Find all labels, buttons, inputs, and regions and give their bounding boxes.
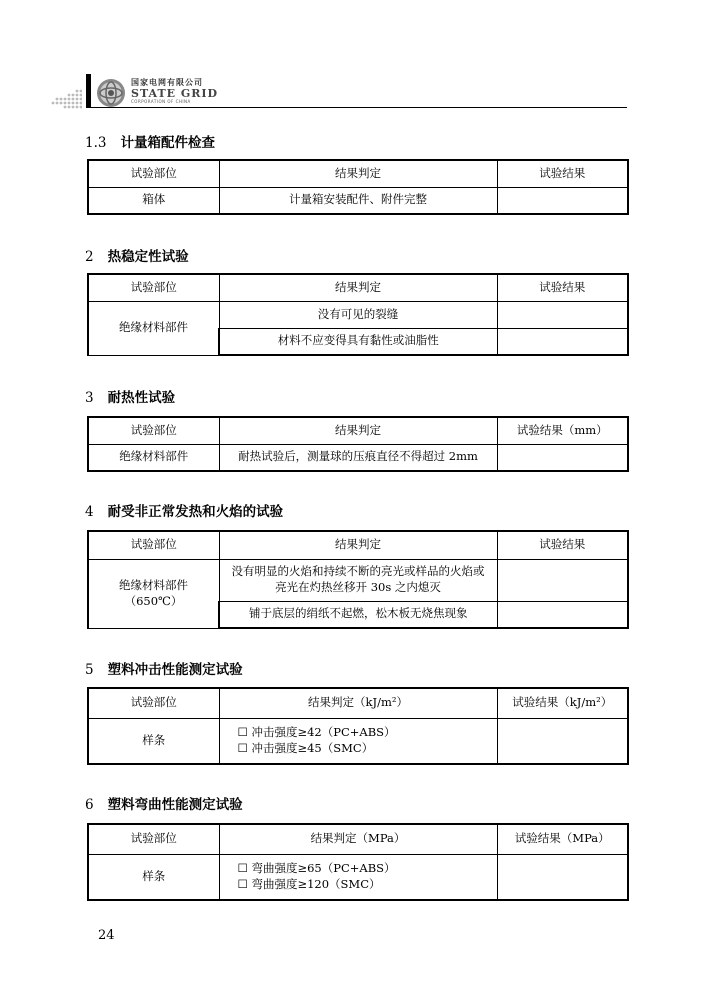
result-cell[interactable] <box>497 559 628 601</box>
part-cell: 绝缘材料部件 （650℃） <box>88 559 219 628</box>
section-title-5: 5 塑料冲击性能测定试验 <box>85 662 243 678</box>
header-part: 试验部位 <box>88 160 219 187</box>
page-header <box>50 74 627 110</box>
result-cell[interactable] <box>497 187 628 214</box>
header-criteria: 结果判定 <box>219 274 497 301</box>
criteria-options <box>219 854 497 900</box>
option-row[interactable]: ☐ 冲击强度≥45（SMC） <box>237 740 374 755</box>
header-result: 试验结果 <box>497 160 628 187</box>
criteria-cell: 没有明显的火焰和持续不断的亮光或样品的火焰或 亮光在灼热丝移开 30s 之内熄灭 <box>219 559 497 601</box>
table-1-3 <box>87 159 629 215</box>
header-bar <box>86 74 91 108</box>
header-result: 试验结果（mm） <box>497 417 628 444</box>
header-part: 试验部位 <box>88 824 219 854</box>
criteria-cell: 耐热试验后，测量球的压痕直径不得超过 2mm <box>219 444 497 471</box>
header-criteria: 结果判定 <box>219 417 497 444</box>
header-result: 试验结果 <box>497 274 628 301</box>
header-part: 试验部位 <box>88 531 219 559</box>
header-part: 试验部位 <box>88 417 219 444</box>
option-row[interactable]: ☐ 弯曲强度≥120（SMC） <box>237 876 381 891</box>
logo-english: STATE GRID <box>131 87 219 100</box>
header-result: 试验结果（MPa） <box>497 824 628 854</box>
table-3 <box>87 416 629 472</box>
header-part: 试验部位 <box>88 274 219 301</box>
part-cell: 箱体 <box>88 187 219 214</box>
header-result: 试验结果（kJ/m²） <box>497 688 628 718</box>
criteria-cell: 没有可见的裂缝 <box>219 301 497 328</box>
page-number: 24 <box>98 928 115 943</box>
criteria-cell: 材料不应变得具有黏性或油脂性 <box>219 328 497 355</box>
header-criteria: 结果判定 <box>219 160 497 187</box>
table-4 <box>87 530 629 629</box>
table-6 <box>87 823 629 901</box>
part-cell: 样条 <box>88 718 219 764</box>
logo-text <box>131 79 218 104</box>
header-criteria: 结果判定（kJ/m²） <box>219 688 497 718</box>
section-title-3: 3 耐热性试验 <box>85 390 176 406</box>
table-2 <box>87 273 629 356</box>
result-cell[interactable] <box>497 601 628 628</box>
option-row[interactable]: ☐ 弯曲强度≥65（PC+ABS） <box>237 861 396 876</box>
result-cell[interactable] <box>497 854 628 900</box>
header-criteria: 结果判定（MPa） <box>219 824 497 854</box>
state-grid-logo-icon <box>96 78 126 108</box>
part-cell: 绝缘材料部件 <box>88 444 219 471</box>
criteria-cell: 计量箱安装配件、附件完整 <box>219 187 497 214</box>
header-result: 试验结果 <box>497 531 628 559</box>
dot-pattern-icon <box>50 88 82 110</box>
section-title-4: 4 耐受非正常发热和火焰的试验 <box>85 504 284 520</box>
logo-subtitle: CORPORATION OF CHINA <box>131 99 191 104</box>
criteria-options <box>219 718 497 764</box>
section-title-6: 6 塑料弯曲性能测定试验 <box>85 797 243 813</box>
result-cell[interactable] <box>497 301 628 328</box>
section-title-1-3: 1.3 计量箱配件检查 <box>85 135 215 151</box>
option-row[interactable]: ☐ 冲击强度≥42（PC+ABS） <box>237 725 396 740</box>
part-cell: 样条 <box>88 854 219 900</box>
section-title-2: 2 热稳定性试验 <box>85 249 189 265</box>
criteria-cell: 铺于底层的绢纸不起燃，松木板无烧焦现象 <box>219 601 497 628</box>
part-cell: 绝缘材料部件 <box>88 301 219 355</box>
logo-chinese: 国家电网有限公司 <box>131 78 203 87</box>
result-cell[interactable] <box>497 444 628 471</box>
result-cell[interactable] <box>497 328 628 355</box>
header-part: 试验部位 <box>88 688 219 718</box>
table-5 <box>87 687 629 765</box>
header-criteria: 结果判定 <box>219 531 497 559</box>
header-rule <box>86 107 627 108</box>
result-cell[interactable] <box>497 718 628 764</box>
